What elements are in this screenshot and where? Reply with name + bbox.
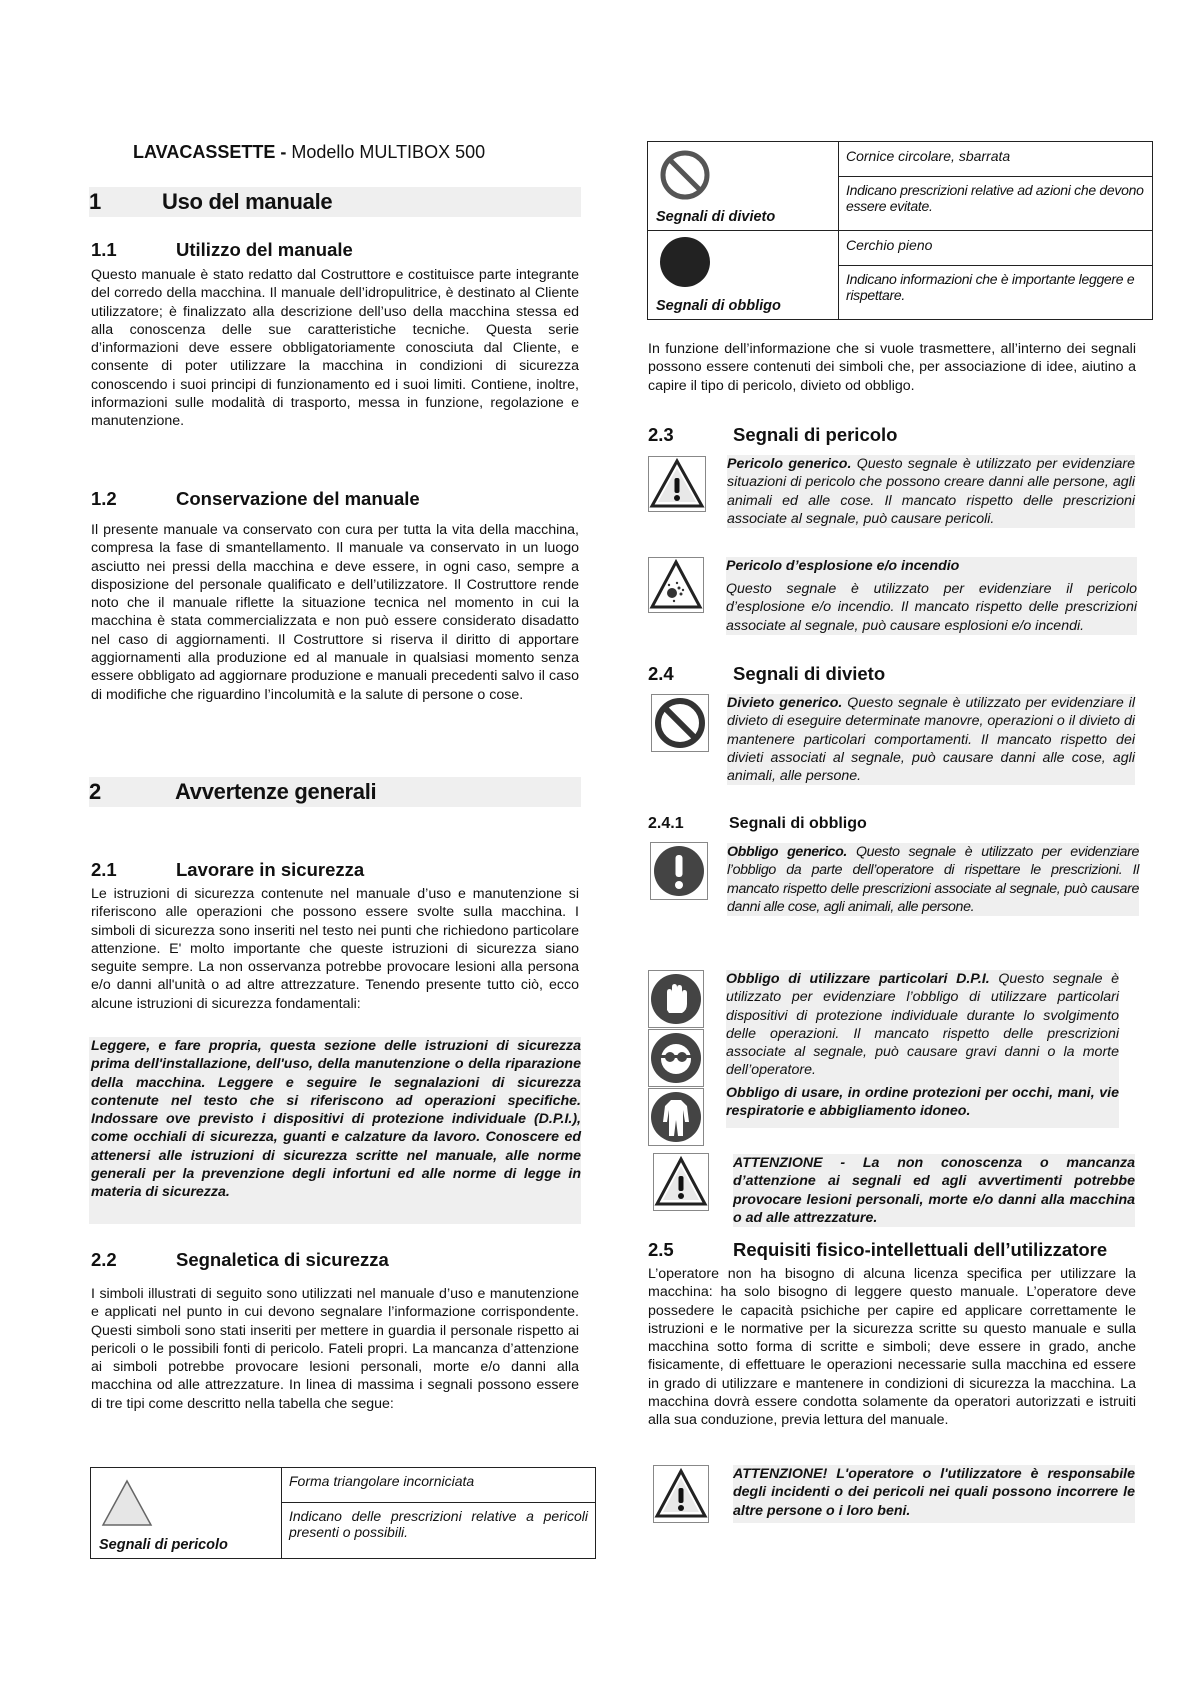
general-obligation-text: Obbligo generico. Questo segnale è utilizzato per evidenziare l’obbligo da parte dell’operatore di rispettare le prescrizioni. Il mancato rispetto delle prescrizioni associate al segnale, può causare danni alle cose, agli animali, alle persone.: [727, 844, 1140, 915]
explosion-fire-icon: [648, 557, 704, 613]
obligation-signs-label: Segnali di obbligo: [656, 298, 781, 314]
attention-warning-1: ATTENZIONE - La non conoscenza o mancanza d’attenzione ai segnali ed agli avvertimenti potrebbe provocare lesioni personali, morte e/o danni alla macchina o ad alle attrezzature.: [733, 1155, 1135, 1226]
obligation-shape: Cerchio pieno: [839, 231, 1153, 266]
safety-instructions-bold: Leggere, e fare propria, questa sezione delle istruzioni di sicurezza prima dell'installazione, dell'uso, della manutenzione o della riparazione della macchina. Leggere e seguire le segnalazioni di sicurezza contenute nel testo che si riferiscono ad operazioni specifiche. Indossare ove previsto i dispositivi di protezione individuale (D.P.I.), come occhiali di sicurezza, guanti e calzature da lavoro. Conoscere ed attenersi alle istruzioni di sicurezza scritte nel manuale, alle norme generali per la prevenzione degli infortuni ed alle norme di legge in materia di sicurezza.: [89, 1037, 581, 1224]
section-1-2-heading: 1.2 Conservazione del manuale: [91, 488, 420, 509]
section-1-1-text: Questo manuale è stato redatto dal Costruttore e costituisce parte integrante del corredo della macchina. Il manuale dell’idropulitrice, è destinato al Cliente utilizzatore; è finalizzato alla descrizione dell’uso della macchina stessa ed alla conoscenza delle sue caratteristiche tecniche. Questa serie d’informazioni deve essere obbligatoriamente conosciuta dal Cliente, e consente di poter utilizzare la macchina in condizioni di sicurezza conoscendo i suoi principi di funzionamento ed i suoi limiti. Contiene, inoltre, informazioni sulle modalità di trasporto, messa in funzione, regolazione e manutenzione.: [91, 267, 579, 430]
section-1-2-text: Il presente manuale va conservato con cura per tutta la vita della macchina, compresa la fase di smantellamento. Il manuale va conservato in un luogo asciutto nei pressi della macchina e deve essere, in ogni caso, sempre a disposizione del personale qualificato e dell’utilizzatore. Il Costruttore rende noto che il manuale riflette la situazione tecnica nel momento in cui la macchina è stata commercializzata e non può essere considerato disadatto nel caso di aggiornamenti. Il Costruttore si riserva il diritto di apportare aggiornamenti alla produzione ed al manuale in qualsiasi momento senza essere obbligato ad aggiornare produzione e manuali precedenti salvo il caso di modifiche che riguardino l’incolumità e la salute di persone o cose.: [91, 522, 579, 703]
protective-clothing-icon: [648, 1088, 704, 1146]
explosion-block: [726, 557, 1137, 635]
document-header: LAVACASSETTE - Modello MULTIBOX 500: [133, 142, 486, 162]
general-obligation-icon: [650, 842, 708, 900]
section-1-1-heading: 1.1 Utilizzo del manuale: [91, 239, 353, 260]
general-danger-text: Pericolo generico. Questo segnale è utilizzato per evidenziare situazioni di pericolo che possono creare danni alle persone, agli animali ed alle cose. Il mancato rispetto delle prescrizioni associate al segnale, può causare pericoli.: [727, 456, 1135, 527]
section-2-1-heading: 2.1 Lavorare in sicurezza: [91, 859, 365, 880]
danger-signs-table: [90, 1467, 596, 1559]
goggles-icon: [648, 1029, 704, 1087]
attention-warning-2: ATTENZIONE! L'operatore o l'utilizzatore è responsabile degli incidenti o dei pericoli nei quali possono incorrere le altre persone o i loro beni.: [733, 1465, 1135, 1523]
obligation-meaning: Indicano informazioni che è importante leggere e rispettare.: [839, 266, 1153, 320]
section-1-heading: 1 Uso del manuale: [89, 187, 581, 217]
gloves-icon: [648, 970, 704, 1028]
explosion-text: Questo segnale è utilizzato per evidenziare il pericolo d’esplosione e/o incendio. Il mancato rispetto delle prescrizioni associate al segnale, può causare esplosioni e/o incendi.: [726, 581, 1137, 634]
prohibition-obligation-table: [647, 141, 1153, 320]
prohibition-meaning: Indicano prescrizioni relative ad azioni che devono essere evitate.: [839, 177, 1153, 231]
section-2-1-text: Le istruzioni di sicurezza contenute nel manuale d’uso e manutenzione si riferiscono alle operazioni che possono essere svolte sulla macchina. I simboli di sicurezza sono inseriti nel testo nei punti che richiedono particolare attenzione. E' molto importante che queste istruzioni di sicurezza siano seguite sempre. La non osservanza potrebbe provocare lesioni alla persona e/o danni all'unità o ad altre attrezzature. Tenendo presente tutto ciò, ecco alcune istruzioni di sicurezza fondamentali:: [91, 886, 579, 1012]
danger-meaning: Indicano delle prescrizioni relative a pericoli presenti o possibili.: [282, 1503, 596, 1559]
section-2-4-1-heading: 2.4.1 Segnali di obbligo: [648, 815, 867, 832]
section-2-5-heading: 2.5 Requisiti fisico-intellettuali dell’utilizzatore: [648, 1239, 1108, 1260]
prohibition-signs-label: Segnali di divieto: [656, 209, 776, 225]
warning-triangle-icon: [101, 1479, 153, 1527]
obligation-icon: [659, 236, 711, 288]
general-prohibition-text: Divieto generico. Questo segnale è utilizzato per evidenziare il divieto di eseguire determinate manovre, operazioni o il divieto di mantenere particolari comportamenti. Il mancato rispetto dei divieti associati al segnale, può causare danni alle cose, agli animali, alle persone.: [727, 695, 1135, 785]
section-2-4-heading: 2.4 Segnali di divieto: [648, 663, 886, 684]
section-2-3-heading: 2.3 Segnali di pericolo: [648, 424, 898, 445]
ppe-text: Obbligo di utilizzare particolari D.P.I. Questo segnale è utilizzato per evidenziare l’obbligo di utilizzare particolari dispositivi di protezione individuale durante lo svolgimento delle operazioni. Il mancato rispetto delle prescrizioni associate al segnale, può causare gravi danni o la morte dell’operatore.: [726, 971, 1120, 1079]
section-2-heading: 2 Avvertenze generali: [89, 777, 581, 807]
explosion-title: Pericolo d’esplosione e/o incendio: [726, 558, 960, 574]
attention-icon-2: [653, 1465, 709, 1523]
ppe-block: [726, 970, 1119, 1128]
attention-icon: [653, 1153, 709, 1211]
section-2-2-heading: 2.2 Segnaletica di sicurezza: [91, 1249, 389, 1270]
prohibition-shape: Cornice circolare, sbarrata: [839, 142, 1153, 177]
danger-signs-label: Segnali di pericolo: [99, 1537, 228, 1553]
general-prohibition-icon: [651, 694, 709, 752]
section-2-2-text: I simboli illustrati di seguito sono utilizzati nel manuale d’uso e manutenzione e applicati nel punto in cui devono segnalare l’informazione corrispondente. Questi simboli sono stati inseriti per mettere in guardia il personale rispetto ai pericoli o le possibili fonti di pericolo. Fateli propri. La mancanza d’attenzione ai simboli potrebbe provocare lesioni personali, morte e/o danni alla macchina od alle attrezzature. In linea di massima i segnali possono essere di tre tipi come descritto nella tabella che segue:: [91, 1286, 579, 1412]
section-2-5-text: L’operatore non ha bisogno di alcuna licenza specifica per utilizzare la macchina: ha solo bisogno di leggere questo manuale. L’operatore deve possedere le capacità psichiche per capire ed applicare correttamente le istruzioni e le normative per la sicurezza scritte su questo manuale e sulla macchina sotto forma di scritte e simboli; deve essere in grado, anche fisicamente, di effettuare le operazioni necessarie sulla macchina ed essere in grado di utilizzare e mantenere in condizioni di sicurezza la macchina. La macchina dovrà essere condotta solamente da operatori autorizzati e istruiti alla sua conduzione, previa lettura del manuale.: [648, 1266, 1136, 1429]
prohibition-icon: [659, 149, 711, 201]
ppe-bold: Obbligo di usare, in ordine protezioni per occhi, mani, vie respiratorie e abbigliamento idoneo.: [726, 1084, 1119, 1120]
after-table-text: In funzione dell’informazione che si vuole trasmettere, all’interno dei segnali possono essere contenuti dei simboli che, per associazione di idee, aiutino a capire il tipo di pericolo, divieto od obbligo.: [648, 341, 1136, 394]
danger-shape: Forma triangolare incorniciata: [282, 1468, 596, 1503]
general-danger-icon: [648, 456, 706, 512]
